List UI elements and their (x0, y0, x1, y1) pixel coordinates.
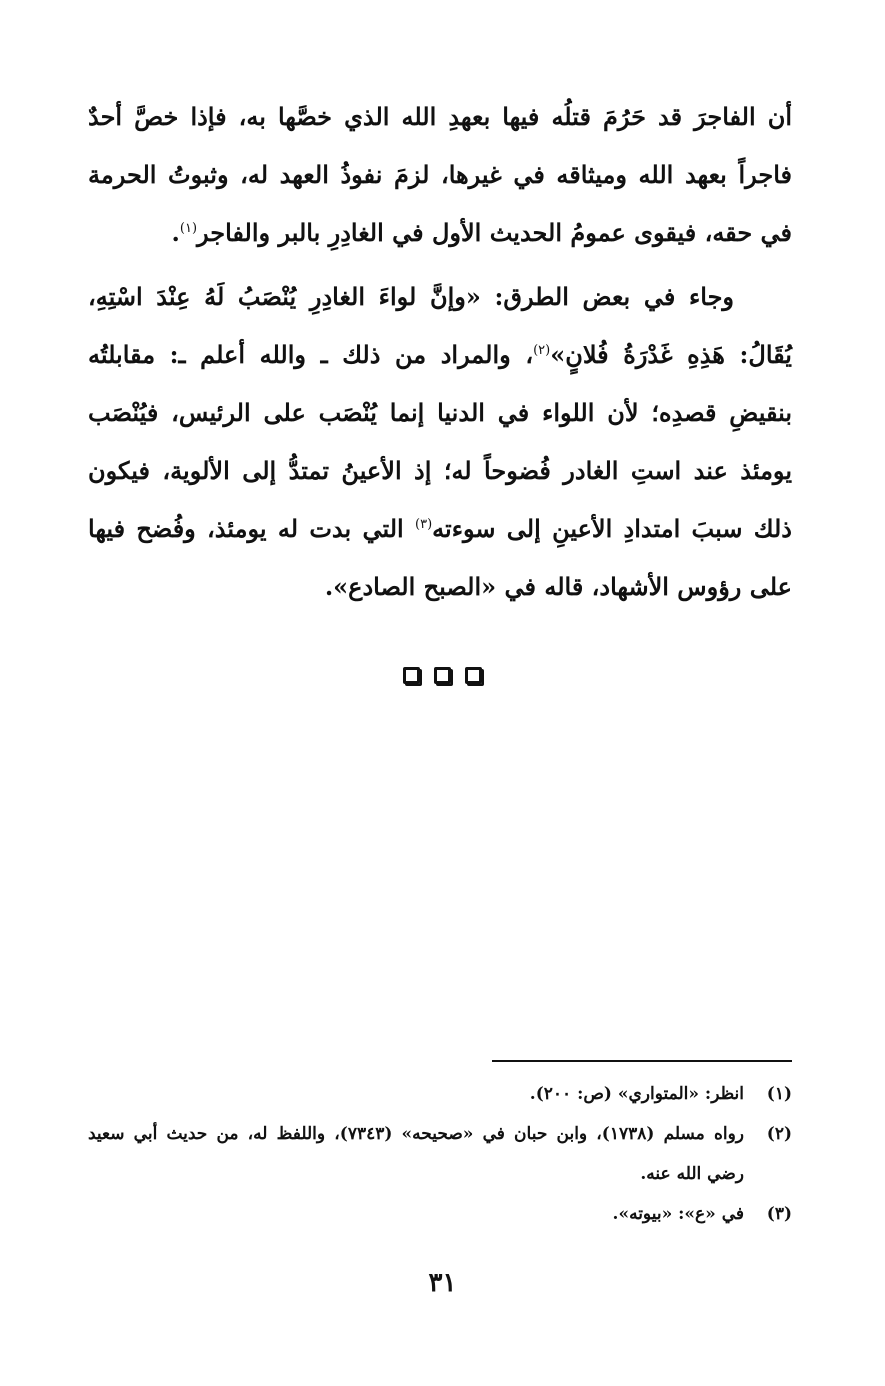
footnotes (88, 1074, 792, 1234)
paragraph-1 (88, 88, 792, 262)
paragraph-2-text-c: التي بدت له يومئذ، وفُضح فيها على رؤوس الأشهاد، قاله في «الصبح الصادع». (88, 514, 792, 601)
footnote-number: (٣) (766, 1204, 792, 1224)
paragraph-2-text-b: ، والمراد من ذلك ـ والله أعلم ـ: مقابلتُه بنقيضِ قصدِه؛ لأن اللواء في الدنيا إنما يُنْصَب على الرئيس، فيُنْصَب يومئذ عند استِ الغادر فُضوحاً له؛ إذ الأعينُ تمتدُّ إلى الألوية، فيكون ذلك سببَ امتدادِ الأعينِ إلى سوءته (88, 340, 792, 543)
footnote-number: (٢) (766, 1124, 792, 1144)
paragraph-2-text-a: وجاء في بعض الطرق: «وإنَّ لواءَ الغادِرِ يُنْصَبُ لَهُ عِنْدَ اسْتِهِ، يُقَالُ: هَذِهِ غَدْرَةُ فُلانٍ» (88, 282, 792, 369)
page-number: ٣١ (428, 1268, 457, 1298)
footnote-ref-1: (١) (179, 221, 198, 236)
footnote-1 (88, 1074, 792, 1114)
footnote-ref-3: (٣) (415, 517, 433, 532)
footnote-text: رواه مسلم (١٧٣٨)، وابن حبان في «صحيحه» (٧٣٤٣)، واللفظ له، من حديث أبي سعيد رضي الله عنه. (88, 1124, 744, 1184)
footnote-number: (١) (766, 1084, 792, 1104)
footnote-3 (88, 1194, 792, 1234)
paragraph-2 (88, 268, 792, 616)
footnote-text: في «ع»: «بيوته». (612, 1204, 744, 1224)
paragraph-1-end: . (171, 218, 180, 247)
separator-square-icon (465, 667, 482, 684)
separator-square-icon (403, 667, 420, 684)
paragraph-1-text: أن الفاجرَ قد حَرُمَ قتلُه فيها بعهدِ الله الذي خصَّها به، فإذا خصَّ أحدٌ فاجراً بعهد الله وميثاقه في غيرها، لزمَ نفوذُ العهد له، وثبوتُ الحرمة في حقه، فيقوى عمومُ الحديث الأول في الغادِرِ بالبر والفاجر (88, 102, 792, 247)
footnote-divider (492, 1060, 792, 1062)
footnote-ref-2: (٢) (533, 343, 551, 358)
main-text (88, 88, 792, 616)
section-separator (0, 660, 885, 690)
separator-square-icon (434, 667, 451, 684)
footnote-text: انظر: «المتواري» (ص: ٢٠٠). (529, 1084, 744, 1104)
footnote-2 (88, 1114, 792, 1194)
